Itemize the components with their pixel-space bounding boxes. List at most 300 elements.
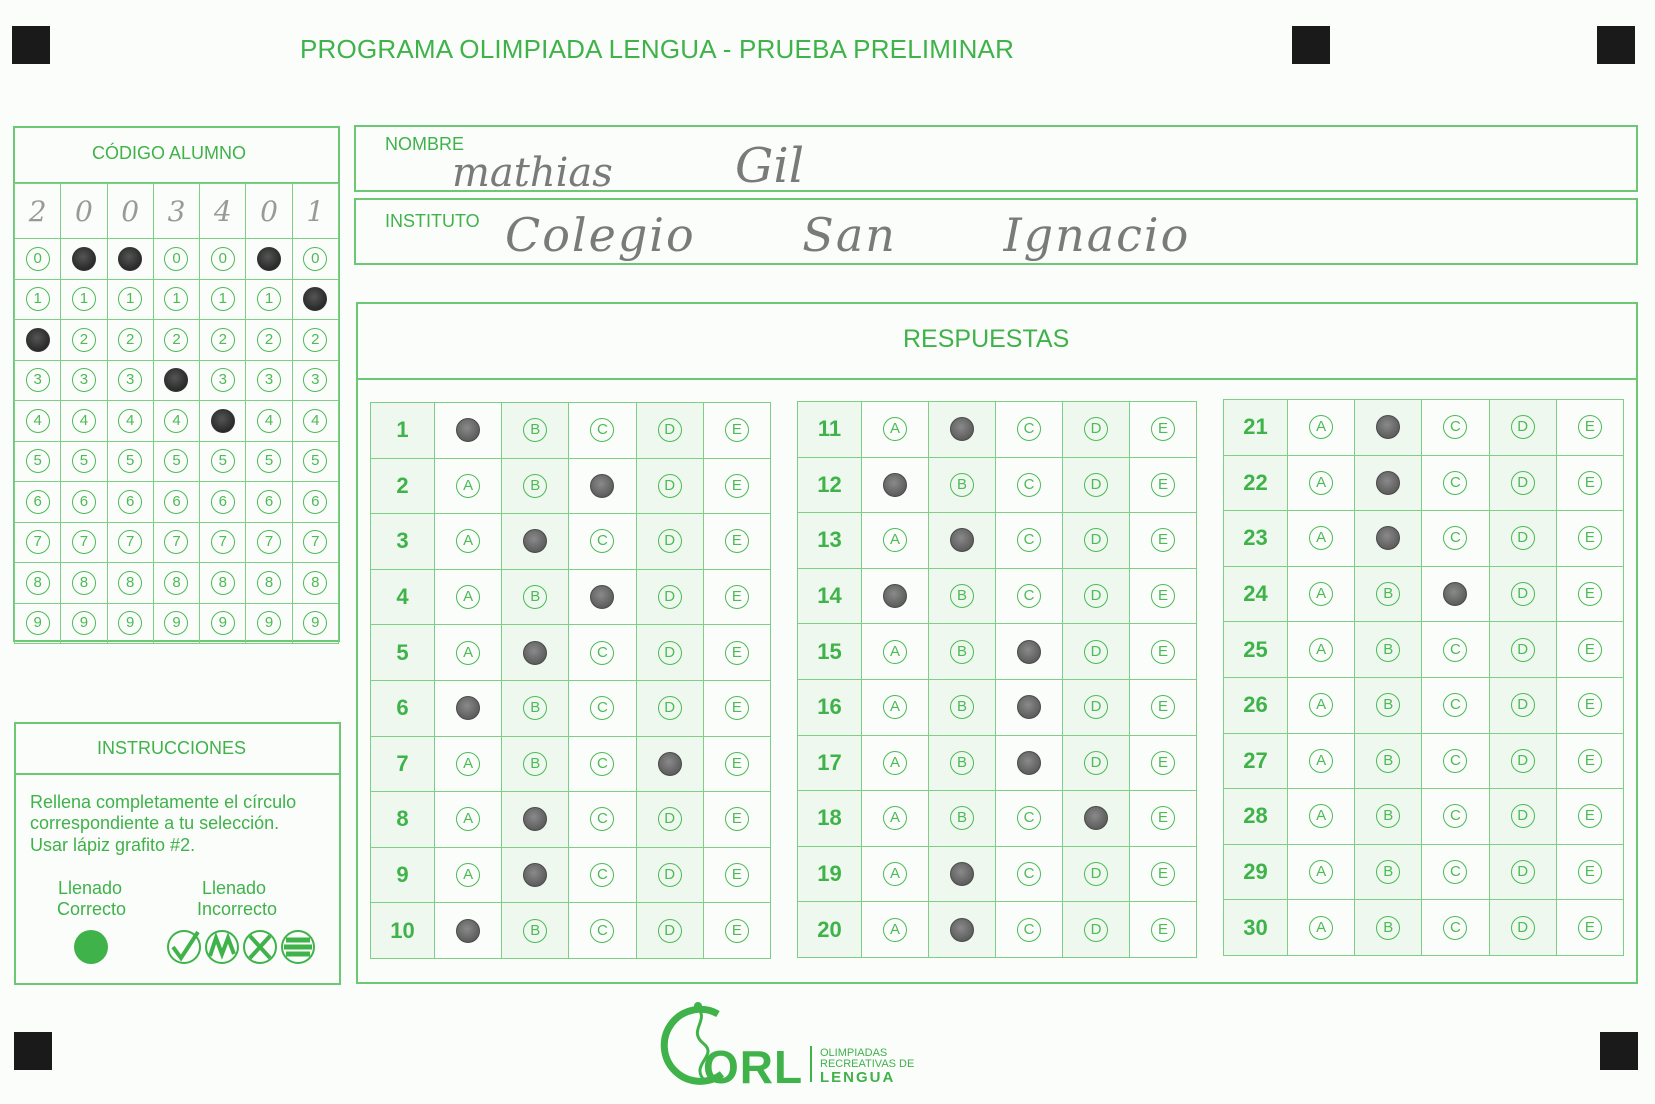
code-bubble[interactable]: 7 [118, 530, 142, 554]
answer-bubble[interactable]: C [590, 418, 614, 442]
answer-bubble[interactable]: B [950, 640, 974, 664]
question-number: 4 [371, 569, 435, 625]
code-bubble[interactable]: 7 [164, 530, 188, 554]
codigo-alumno-grid [14, 183, 339, 644]
code-bubble[interactable]: 8 [211, 571, 235, 595]
code-bubble[interactable]: 0 [26, 247, 50, 271]
answer-bubble[interactable]: C [590, 529, 614, 553]
answer-bubble[interactable]: B [523, 418, 547, 442]
answer-bubble[interactable]: B [950, 695, 974, 719]
answer-bubble[interactable]: E [1578, 526, 1602, 550]
code-bubble[interactable]: 9 [164, 611, 188, 635]
answer-bubble[interactable]: A [1309, 804, 1333, 828]
code-bubble[interactable]: 4 [257, 409, 281, 433]
answer-row [798, 513, 1197, 569]
answer-bubble[interactable]: D [1084, 918, 1108, 942]
answer-bubble[interactable]: E [1578, 804, 1602, 828]
code-bubble[interactable]: 3 [118, 368, 142, 392]
code-bubble[interactable]: 7 [72, 530, 96, 554]
answer-bubble[interactable]: C [1017, 806, 1041, 830]
answer-bubble[interactable]: B [950, 806, 974, 830]
answer-bubble[interactable]: D [1084, 751, 1108, 775]
answer-bubble[interactable]: A [456, 641, 480, 665]
question-number: 24 [1224, 566, 1288, 622]
answer-bubble[interactable]: B [950, 751, 974, 775]
code-bubble[interactable]: 6 [303, 490, 327, 514]
correct-fill-label-2: Correcto [57, 899, 127, 919]
answer-bubble[interactable]: D [658, 474, 682, 498]
question-number: 3 [371, 514, 435, 570]
alignment-marker [14, 1032, 52, 1070]
instrucciones-label: INSTRUCCIONES [97, 738, 247, 758]
answer-bubble[interactable]: C [1443, 415, 1467, 439]
written-digit: 0 [61, 184, 107, 239]
answer-bubble[interactable] [658, 752, 682, 776]
answer-bubble[interactable]: D [1511, 526, 1535, 550]
answer-row [371, 847, 771, 903]
code-bubble[interactable]: 2 [303, 328, 327, 352]
answer-bubble[interactable]: B [523, 919, 547, 943]
code-bubble[interactable]: 4 [26, 409, 50, 433]
logo-line-1: OLIMPIADAS [820, 1047, 888, 1059]
answer-row [371, 736, 771, 792]
answer-bubble[interactable] [1017, 695, 1041, 719]
code-bubble[interactable]: 1 [257, 287, 281, 311]
answer-bubble[interactable]: E [725, 529, 749, 553]
code-bubble[interactable]: 3 [257, 368, 281, 392]
written-digit: 3 [153, 184, 199, 239]
answer-bubble[interactable] [950, 528, 974, 552]
answer-row [1224, 733, 1624, 789]
answer-row [371, 625, 771, 681]
answer-bubble[interactable] [523, 807, 547, 831]
written-digit: 0 [107, 184, 153, 239]
code-bubble[interactable]: 8 [164, 571, 188, 595]
answer-bubble[interactable]: A [456, 474, 480, 498]
instituto-label: INSTITUTO [385, 211, 480, 231]
answer-bubble[interactable]: E [1151, 862, 1175, 886]
answer-bubble[interactable] [590, 474, 614, 498]
answer-bubble[interactable] [1017, 751, 1041, 775]
answer-bubble[interactable] [1443, 582, 1467, 606]
answer-row [371, 792, 771, 848]
question-number: 6 [371, 680, 435, 736]
answer-bubble[interactable]: E [725, 418, 749, 442]
answer-bubble[interactable]: D [658, 641, 682, 665]
code-bubble[interactable]: 1 [118, 287, 142, 311]
question-number: 1 [371, 403, 435, 459]
answer-bubble[interactable]: E [725, 474, 749, 498]
answer-bubble[interactable]: E [725, 752, 749, 776]
answer-bubble[interactable]: C [590, 696, 614, 720]
answer-bubble[interactable]: B [950, 584, 974, 608]
answer-bubble[interactable]: C [1443, 471, 1467, 495]
answer-bubble[interactable]: C [1017, 473, 1041, 497]
answer-bubble[interactable]: C [1443, 638, 1467, 662]
code-bubble[interactable]: 7 [26, 530, 50, 554]
answer-bubble[interactable] [1376, 415, 1400, 439]
answer-bubble[interactable]: E [1151, 918, 1175, 942]
code-bubble[interactable]: 9 [72, 611, 96, 635]
respuestas-label: RESPUESTAS [903, 325, 1070, 353]
code-bubble[interactable]: 9 [257, 611, 281, 635]
code-bubble[interactable]: 2 [211, 328, 235, 352]
answer-bubble[interactable]: B [1376, 582, 1400, 606]
alignment-marker [1600, 1032, 1638, 1070]
answer-bubble[interactable] [523, 863, 547, 887]
answer-row [371, 903, 771, 959]
answer-bubble[interactable]: C [1443, 526, 1467, 550]
answer-bubble[interactable]: D [1084, 695, 1108, 719]
code-bubble[interactable] [72, 247, 96, 271]
code-bubble[interactable]: 6 [211, 490, 235, 514]
answer-bubble[interactable]: E [1578, 582, 1602, 606]
code-bubble[interactable]: 0 [164, 247, 188, 271]
answer-bubble[interactable]: D [658, 529, 682, 553]
answer-bubble[interactable]: E [1151, 528, 1175, 552]
code-bubble[interactable]: 6 [164, 490, 188, 514]
answer-bubble[interactable]: D [658, 863, 682, 887]
code-bubble[interactable]: 0 [303, 247, 327, 271]
alignment-marker [1597, 26, 1635, 64]
answer-bubble[interactable] [1376, 471, 1400, 495]
answer-bubble[interactable]: C [1017, 584, 1041, 608]
answer-row [371, 403, 771, 459]
code-bubble[interactable] [303, 287, 327, 311]
answer-bubble[interactable]: A [883, 695, 907, 719]
answer-bubble[interactable] [523, 641, 547, 665]
answer-row [1224, 844, 1624, 900]
answer-bubble[interactable]: D [1511, 693, 1535, 717]
answer-bubble[interactable]: A [456, 807, 480, 831]
instrucciones-line-3: Usar lápiz grafito #2. [30, 835, 196, 855]
question-number: 20 [798, 902, 862, 958]
answer-bubble[interactable]: C [1017, 918, 1041, 942]
answer-bubble[interactable]: D [1511, 471, 1535, 495]
answer-bubble[interactable]: E [725, 696, 749, 720]
answer-bubble[interactable] [456, 919, 480, 943]
question-number: 2 [371, 458, 435, 514]
logo-line-3: LENGUA [820, 1069, 896, 1086]
question-number: 12 [798, 457, 862, 513]
answer-bubble[interactable]: E [1151, 640, 1175, 664]
answer-row [798, 735, 1197, 791]
answer-bubble[interactable]: A [1309, 415, 1333, 439]
answer-row [371, 569, 771, 625]
code-bubble[interactable]: 8 [257, 571, 281, 595]
code-bubble[interactable]: 8 [26, 571, 50, 595]
answer-bubble[interactable]: B [1376, 916, 1400, 940]
answer-bubble[interactable]: A [456, 585, 480, 609]
answer-bubble[interactable]: B [1376, 638, 1400, 662]
answer-row [371, 514, 771, 570]
question-number: 11 [798, 402, 862, 458]
answer-bubble[interactable]: E [725, 585, 749, 609]
code-bubble[interactable]: 6 [72, 490, 96, 514]
code-bubble[interactable]: 9 [303, 611, 327, 635]
answer-row [1224, 511, 1624, 567]
nombre-label: NOMBRE [385, 134, 465, 154]
answer-bubble[interactable]: C [1443, 804, 1467, 828]
answer-bubble[interactable]: C [590, 752, 614, 776]
code-bubble[interactable]: 6 [26, 490, 50, 514]
answer-bubble[interactable]: A [883, 528, 907, 552]
answer-bubble[interactable]: E [725, 919, 749, 943]
answer-bubble[interactable]: C [590, 807, 614, 831]
code-bubble[interactable]: 7 [257, 530, 281, 554]
answer-bubble[interactable]: B [523, 474, 547, 498]
question-number: 16 [798, 679, 862, 735]
code-bubble[interactable]: 8 [72, 571, 96, 595]
answer-bubble[interactable]: D [1511, 804, 1535, 828]
answer-bubble[interactable]: E [1151, 751, 1175, 775]
code-bubble[interactable]: 7 [211, 530, 235, 554]
answer-row [1224, 400, 1624, 456]
answer-bubble[interactable]: B [1376, 749, 1400, 773]
answer-bubble[interactable]: D [1084, 862, 1108, 886]
answer-bubble[interactable] [590, 585, 614, 609]
answer-row [1224, 677, 1624, 733]
question-number: 15 [798, 624, 862, 680]
code-bubble[interactable]: 1 [26, 287, 50, 311]
answer-bubble[interactable]: A [883, 918, 907, 942]
alignment-marker [12, 26, 50, 64]
answer-bubble[interactable]: C [590, 863, 614, 887]
code-bubble[interactable]: 4 [72, 409, 96, 433]
answer-row [798, 791, 1197, 847]
answer-bubble[interactable]: D [1084, 640, 1108, 664]
code-bubble[interactable]: 5 [118, 449, 142, 473]
instituto-value: Colegio San Ignacio [505, 208, 1191, 262]
code-bubble[interactable] [257, 247, 281, 271]
nombre-last-value: Gil [735, 138, 805, 194]
code-bubble[interactable]: 5 [72, 449, 96, 473]
code-bubble[interactable]: 2 [164, 328, 188, 352]
answer-bubble[interactable]: C [590, 919, 614, 943]
answer-bubble[interactable]: A [1309, 860, 1333, 884]
answer-bubble[interactable]: D [658, 696, 682, 720]
code-bubble[interactable]: 6 [257, 490, 281, 514]
question-number: 25 [1224, 622, 1288, 678]
question-number: 27 [1224, 733, 1288, 789]
code-bubble[interactable]: 3 [211, 368, 235, 392]
answer-bubble[interactable]: B [1376, 804, 1400, 828]
code-bubble[interactable]: 2 [72, 328, 96, 352]
question-number: 30 [1224, 900, 1288, 956]
code-bubble[interactable]: 5 [211, 449, 235, 473]
answer-bubble[interactable]: C [1017, 528, 1041, 552]
answer-row [798, 402, 1197, 458]
answer-row [798, 679, 1197, 735]
answer-bubble[interactable]: E [1578, 415, 1602, 439]
answer-bubble[interactable]: C [1017, 862, 1041, 886]
answer-bubble[interactable]: B [523, 696, 547, 720]
answer-bubble[interactable]: B [523, 752, 547, 776]
code-bubble[interactable] [118, 247, 142, 271]
code-bubble[interactable] [164, 368, 188, 392]
code-bubble[interactable]: 7 [303, 530, 327, 554]
incorrect-fill-label-2: Incorrecto [197, 899, 278, 919]
answer-bubble[interactable]: A [1309, 582, 1333, 606]
answer-bubble[interactable]: A [883, 862, 907, 886]
answer-row [1224, 900, 1624, 956]
answer-bubble[interactable] [456, 418, 480, 442]
answer-bubble[interactable] [1084, 806, 1108, 830]
code-bubble[interactable]: 1 [211, 287, 235, 311]
question-number: 29 [1224, 844, 1288, 900]
answer-bubble[interactable]: E [1151, 584, 1175, 608]
answer-bubble[interactable]: A [883, 417, 907, 441]
answer-bubble[interactable]: A [1309, 471, 1333, 495]
answer-bubble[interactable]: D [1511, 916, 1535, 940]
answer-bubble[interactable]: E [725, 863, 749, 887]
answer-bubble[interactable]: C [1443, 916, 1467, 940]
correct-fill-example-icon [74, 930, 108, 964]
answer-bubble[interactable]: C [1017, 417, 1041, 441]
question-number: 7 [371, 736, 435, 792]
answer-bubble[interactable]: A [883, 806, 907, 830]
answer-row [1224, 566, 1624, 622]
answer-bubble[interactable] [1376, 526, 1400, 550]
answer-bubble[interactable]: D [658, 585, 682, 609]
code-bubble[interactable]: 5 [303, 449, 327, 473]
written-digit: 0 [246, 184, 292, 239]
code-bubble[interactable]: 2 [257, 328, 281, 352]
alignment-marker [1292, 26, 1330, 64]
answer-bubble[interactable]: D [1511, 749, 1535, 773]
question-number: 21 [1224, 400, 1288, 456]
answer-bubble[interactable]: A [456, 529, 480, 553]
code-bubble[interactable]: 1 [164, 287, 188, 311]
answer-bubble[interactable]: D [658, 807, 682, 831]
instrucciones-line-2: correspondiente a tu selección. [30, 813, 280, 833]
answer-bubble[interactable] [883, 584, 907, 608]
question-number: 13 [798, 513, 862, 569]
answer-bubble[interactable]: E [1578, 638, 1602, 662]
answer-bubble[interactable]: D [1084, 473, 1108, 497]
answer-bubble[interactable] [523, 529, 547, 553]
code-bubble[interactable]: 4 [118, 409, 142, 433]
answer-bubble[interactable] [950, 862, 974, 886]
answer-bubble[interactable]: D [1511, 860, 1535, 884]
answer-bubble[interactable]: C [1443, 860, 1467, 884]
code-bubble[interactable]: 1 [72, 287, 96, 311]
code-bubble[interactable] [26, 328, 50, 352]
answer-bubble[interactable]: E [1151, 473, 1175, 497]
logo-mark: ORL [703, 1041, 804, 1093]
question-number: 5 [371, 625, 435, 681]
answer-bubble[interactable]: B [1376, 860, 1400, 884]
answer-bubble[interactable]: E [725, 641, 749, 665]
answer-bubble[interactable]: A [456, 863, 480, 887]
answer-bubble[interactable]: B [1376, 693, 1400, 717]
answer-bubble[interactable]: D [658, 418, 682, 442]
answer-bubble[interactable]: A [883, 751, 907, 775]
code-bubble[interactable]: 3 [72, 368, 96, 392]
answer-row [798, 568, 1197, 624]
question-number: 10 [371, 903, 435, 959]
answer-row [798, 624, 1197, 680]
answer-bubble[interactable] [950, 417, 974, 441]
answer-bubble[interactable]: D [1511, 582, 1535, 606]
code-bubble[interactable]: 3 [26, 368, 50, 392]
answer-row [1224, 789, 1624, 845]
question-number: 8 [371, 792, 435, 848]
answer-bubble[interactable]: A [1309, 638, 1333, 662]
answer-bubble[interactable]: E [1578, 749, 1602, 773]
code-bubble[interactable]: 5 [26, 449, 50, 473]
code-bubble[interactable]: 6 [118, 490, 142, 514]
nombre-first-value: mathias [452, 150, 613, 196]
answer-bubble[interactable] [950, 918, 974, 942]
code-bubble[interactable]: 9 [211, 611, 235, 635]
answer-bubble[interactable]: E [1151, 806, 1175, 830]
answers-column-21-30 [1223, 399, 1624, 956]
answer-bubble[interactable]: B [523, 585, 547, 609]
answer-bubble[interactable]: E [1151, 695, 1175, 719]
answer-bubble[interactable]: D [658, 919, 682, 943]
code-bubble[interactable]: 2 [118, 328, 142, 352]
answer-bubble[interactable]: A [456, 752, 480, 776]
answer-bubble[interactable]: C [1443, 693, 1467, 717]
question-number: 9 [371, 847, 435, 903]
answer-bubble[interactable]: E [1578, 693, 1602, 717]
code-bubble[interactable]: 8 [118, 571, 142, 595]
code-bubble[interactable]: 0 [211, 247, 235, 271]
code-bubble[interactable]: 9 [118, 611, 142, 635]
answer-bubble[interactable]: A [883, 640, 907, 664]
answer-bubble[interactable]: D [1084, 528, 1108, 552]
question-number: 26 [1224, 677, 1288, 733]
code-bubble[interactable]: 8 [303, 571, 327, 595]
code-bubble[interactable]: 9 [26, 611, 50, 635]
code-bubble[interactable]: 5 [164, 449, 188, 473]
answer-bubble[interactable]: A [1309, 916, 1333, 940]
answer-bubble[interactable]: E [1578, 471, 1602, 495]
answers-column-1-10 [370, 402, 771, 959]
answer-bubble[interactable]: C [1443, 749, 1467, 773]
code-bubble[interactable]: 4 [303, 409, 327, 433]
answer-row [1224, 455, 1624, 511]
code-bubble[interactable]: 5 [257, 449, 281, 473]
answer-bubble[interactable]: E [1151, 417, 1175, 441]
question-number: 23 [1224, 511, 1288, 567]
answer-bubble[interactable]: A [1309, 693, 1333, 717]
answer-bubble[interactable]: D [1511, 415, 1535, 439]
logo-line-2: RECREATIVAS DE [820, 1058, 915, 1070]
page-title: PROGRAMA OLIMPIADA LENGUA - PRUEBA PRELIMINAR [300, 34, 1015, 64]
answer-bubble[interactable]: A [1309, 526, 1333, 550]
answer-bubble[interactable]: E [1578, 860, 1602, 884]
answer-bubble[interactable]: B [950, 473, 974, 497]
code-bubble[interactable]: 3 [303, 368, 327, 392]
answer-bubble[interactable]: C [590, 641, 614, 665]
answer-bubble[interactable]: A [1309, 749, 1333, 773]
answer-bubble[interactable] [456, 696, 480, 720]
incorrect-fill-examples-icon [166, 928, 318, 966]
answer-bubble[interactable] [1017, 640, 1041, 664]
answer-row [371, 680, 771, 736]
answer-bubble[interactable]: D [1511, 638, 1535, 662]
answer-bubble[interactable]: D [1084, 417, 1108, 441]
answer-row [798, 846, 1197, 902]
answer-bubble[interactable] [883, 473, 907, 497]
code-bubble[interactable] [211, 409, 235, 433]
answer-bubble[interactable]: E [1578, 916, 1602, 940]
code-bubble[interactable]: 4 [164, 409, 188, 433]
answer-bubble[interactable]: E [725, 807, 749, 831]
answer-bubble[interactable]: D [1084, 584, 1108, 608]
